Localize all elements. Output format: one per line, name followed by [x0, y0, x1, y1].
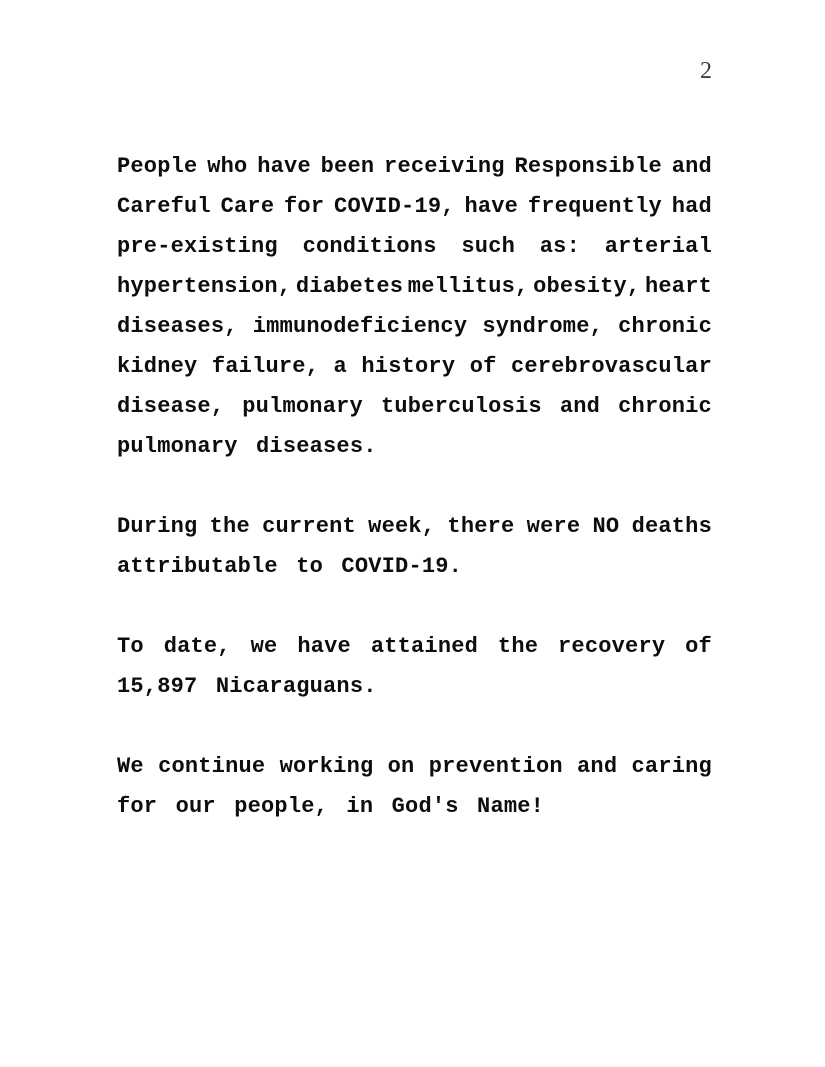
paragraph [117, 147, 712, 467]
text-line [117, 747, 712, 787]
word: arterial [604, 234, 712, 259]
word: history [361, 354, 456, 379]
word: working [279, 754, 374, 779]
text-line [117, 187, 712, 227]
word: conditions [302, 234, 437, 259]
word: current [262, 514, 356, 539]
word: immunodeficiency [252, 314, 468, 339]
word: tuberculosis [380, 394, 542, 419]
text-line [117, 387, 712, 427]
word: failure, [211, 354, 320, 379]
word: hypertension, [117, 274, 292, 299]
word: had [671, 194, 712, 219]
word: To [117, 634, 144, 659]
paragraph [117, 507, 712, 587]
word: week, [368, 514, 436, 539]
text-line: pulmonary diseases. [117, 434, 377, 459]
document-body [117, 147, 712, 867]
word: disease, [117, 394, 225, 419]
word: syndrome, [482, 314, 603, 339]
word: been [320, 154, 375, 179]
word: attained [370, 634, 479, 659]
word: caring [631, 754, 712, 779]
page-number-value: 2 [700, 58, 712, 84]
word: were [526, 514, 581, 539]
word: recovery [558, 634, 666, 659]
word: we [250, 634, 278, 659]
word: as: [539, 234, 580, 259]
word: Responsible [514, 154, 662, 179]
text-line [117, 627, 712, 667]
word: Careful [117, 194, 211, 219]
page-number [117, 58, 712, 84]
text-line [117, 227, 712, 267]
word: have [464, 194, 519, 219]
word: the [209, 514, 250, 539]
word: and [559, 394, 601, 419]
word: the [497, 634, 539, 659]
word: cerebrovascular [510, 354, 712, 379]
word: such [461, 234, 515, 259]
word: mellitus, [407, 274, 529, 299]
word: frequently [527, 194, 662, 219]
word: chronic [618, 314, 712, 339]
paragraph [117, 627, 712, 707]
word: diabetes [295, 274, 404, 299]
text-line: for our people, in God's Name! [117, 794, 545, 819]
word: diseases, [117, 314, 238, 339]
text-line: attributable to COVID-19. [117, 554, 463, 579]
word: on [387, 754, 415, 779]
word: a [333, 354, 347, 379]
word: pre-existing [117, 234, 278, 259]
word: have [297, 634, 351, 659]
word: and [671, 154, 712, 179]
word: heart [644, 274, 712, 299]
word: receiving [384, 154, 505, 179]
word: deaths [631, 514, 712, 539]
word: for [284, 194, 325, 219]
text-line [117, 347, 712, 387]
word: continue [158, 754, 266, 779]
word: Care [220, 194, 275, 219]
text-line [117, 307, 712, 347]
word: NO [592, 514, 620, 539]
text-line [117, 147, 712, 187]
word: who [207, 154, 248, 179]
word: During [117, 514, 198, 539]
paragraph [117, 747, 712, 827]
word: have [257, 154, 311, 179]
text-line [117, 267, 712, 307]
word: chronic [618, 394, 712, 419]
word: of [469, 354, 497, 379]
word: there [447, 514, 515, 539]
text-line: 15,897 Nicaraguans. [117, 674, 377, 699]
word: date, [163, 634, 231, 659]
word: prevention [428, 754, 563, 779]
word: People [117, 154, 198, 179]
word: pulmonary [242, 394, 363, 419]
text-line [117, 507, 712, 547]
word: and [577, 754, 618, 779]
word: obesity, [533, 274, 641, 299]
word: kidney [117, 354, 198, 379]
word: of [685, 634, 712, 659]
word: We [117, 754, 144, 779]
word: COVID-19, [334, 194, 455, 219]
